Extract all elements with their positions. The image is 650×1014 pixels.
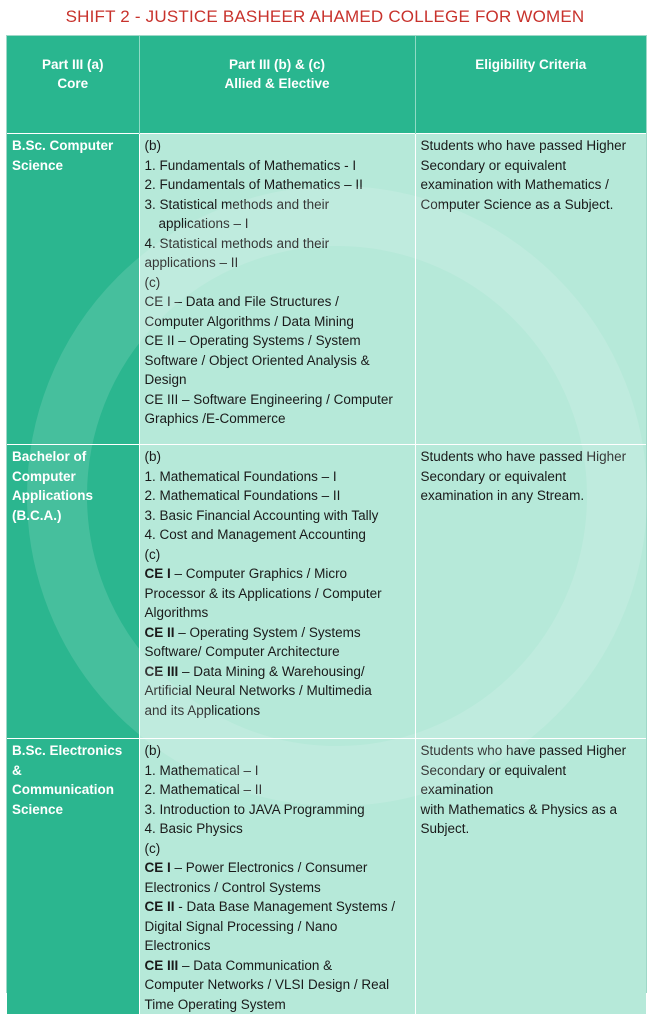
elective-code: CE I (145, 860, 171, 875)
core-course-cell (7, 739, 139, 1014)
allied-elective-line: Processor & its Applications / Computer (145, 584, 411, 604)
allied-elective-line (145, 623, 411, 643)
allied-elective-line: 1. Mathematical – I (145, 761, 411, 781)
header-allied-line: Part III (b) & (c) (141, 55, 414, 74)
elective-subjects: – Computer Graphics / Micro (171, 566, 347, 581)
elective-subjects: – Data Mining & Warehousing/ (178, 664, 364, 679)
eligibility-line: examination (421, 780, 643, 800)
allied-elective-line: applications – II (145, 253, 411, 273)
allied-elective-line: Software/ Computer Architecture (145, 642, 411, 662)
allied-elective-line: Design (145, 370, 411, 390)
allied-elective-line: Electronics (145, 936, 411, 956)
allied-elective-line: Electronics / Control Systems (145, 878, 411, 898)
core-course-line: Science (12, 800, 135, 820)
page-title: SHIFT 2 - JUSTICE BASHEER AHAMED COLLEGE FOR WOMEN (0, 0, 650, 34)
elective-code: CE III (145, 664, 179, 679)
allied-elective-line: 4. Cost and Management Accounting (145, 525, 411, 545)
eligibility-line: examination in any Stream. (421, 486, 643, 506)
course-table (7, 36, 646, 1014)
eligibility-line: with Mathematics & Physics as a (421, 800, 643, 820)
elective-subjects: – Power Electronics / Consumer (171, 860, 368, 875)
allied-elective-line: 3. Statistical methods and their (145, 195, 411, 215)
allied-elective-line: Algorithms (145, 603, 411, 623)
eligibility-line: Secondary or equivalent (421, 467, 643, 487)
elective-code: CE II (145, 625, 175, 640)
allied-elective-cell (139, 739, 415, 1014)
core-course-line: B.Sc. Computer (12, 136, 135, 156)
table-row (7, 134, 646, 445)
elective-code: CE I (145, 566, 171, 581)
core-course-line: Bachelor of (12, 447, 135, 467)
allied-elective-cell (139, 445, 415, 739)
eligibility-line: Subject. (421, 819, 643, 839)
table-row (7, 739, 646, 1014)
header-eligibility (415, 36, 646, 134)
eligibility-line: Students who have passed Higher (421, 741, 643, 761)
header-row (7, 36, 646, 134)
allied-elective-line: (b) (145, 741, 411, 761)
allied-elective-line: 3. Introduction to JAVA Programming (145, 800, 411, 820)
core-course-line: B.Sc. Electronics (12, 741, 135, 761)
core-course-line: (B.C.A.) (12, 506, 135, 526)
elective-code: CE II (145, 899, 175, 914)
core-course-line: Computer (12, 467, 135, 487)
allied-elective-line (145, 858, 411, 878)
allied-elective-line (145, 662, 411, 682)
header-core-line: Core (8, 74, 138, 93)
core-course-cell (7, 445, 139, 739)
allied-elective-line: CE II – Operating Systems / System (145, 331, 411, 351)
allied-elective-line: 1. Mathematical Foundations – I (145, 467, 411, 487)
eligibility-line: Secondary or equivalent (421, 761, 643, 781)
allied-elective-line (145, 564, 411, 584)
eligibility-line: Students who have passed Higher (421, 447, 643, 467)
allied-elective-line: and its Applications (145, 701, 411, 721)
allied-elective-line: 4. Basic Physics (145, 819, 411, 839)
eligibility-cell (415, 134, 646, 445)
core-course-line: Applications (12, 486, 135, 506)
header-eligibility-line: Eligibility Criteria (417, 55, 646, 74)
allied-elective-line (145, 897, 411, 917)
core-course-line: Science (12, 156, 135, 176)
elective-subjects: – Operating System / Systems (175, 625, 361, 640)
header-core-line: Part III (a) (8, 55, 138, 74)
header-core (7, 36, 139, 134)
allied-elective-line: (c) (145, 273, 411, 293)
allied-elective-line: 2. Mathematical Foundations – II (145, 486, 411, 506)
eligibility-cell (415, 739, 646, 1014)
allied-elective-line: 3. Basic Financial Accounting with Tally (145, 506, 411, 526)
elective-subjects: - Data Base Management Systems / (175, 899, 396, 914)
allied-elective-line: 2. Mathematical – II (145, 780, 411, 800)
eligibility-line: Secondary or equivalent (421, 156, 643, 176)
eligibility-line: Computer Science as a Subject. (421, 195, 643, 215)
header-allied-line: Allied & Elective (141, 74, 414, 93)
allied-elective-line: (b) (145, 447, 411, 467)
eligibility-line: examination with Mathematics / (421, 175, 643, 195)
allied-elective-line: CE III – Software Engineering / Computer (145, 390, 411, 410)
allied-elective-line: Computer Algorithms / Data Mining (145, 312, 411, 332)
allied-elective-line: CE I – Data and File Structures / (145, 292, 411, 312)
table-row (7, 445, 646, 739)
allied-elective-line (145, 956, 411, 976)
allied-elective-line: (b) (145, 136, 411, 156)
header-allied (139, 36, 415, 134)
allied-elective-line: Time Operating System (145, 995, 411, 1014)
core-course-line: & (12, 761, 135, 781)
allied-elective-line: Computer Networks / VLSI Design / Real (145, 975, 411, 995)
allied-elective-line: 4. Statistical methods and their (145, 234, 411, 254)
course-table-container (6, 35, 647, 993)
allied-elective-cell (139, 134, 415, 445)
allied-elective-line: 1. Fundamentals of Mathematics - I (145, 156, 411, 176)
allied-elective-line: 2. Fundamentals of Mathematics – II (145, 175, 411, 195)
allied-elective-line: Artificial Neural Networks / Multimedia (145, 681, 411, 701)
eligibility-line: Students who have passed Higher (421, 136, 643, 156)
allied-elective-line: (c) (145, 545, 411, 565)
eligibility-cell (415, 445, 646, 739)
allied-elective-line: Software / Object Oriented Analysis & (145, 351, 411, 371)
core-course-cell (7, 134, 139, 445)
elective-subjects: – Data Communication & (178, 958, 332, 973)
allied-elective-line: applications – I (145, 214, 411, 234)
core-course-line: Communication (12, 780, 135, 800)
allied-elective-line: Digital Signal Processing / Nano (145, 917, 411, 937)
allied-elective-line: (c) (145, 839, 411, 859)
allied-elective-line: Graphics /E-Commerce (145, 409, 411, 429)
elective-code: CE III (145, 958, 179, 973)
